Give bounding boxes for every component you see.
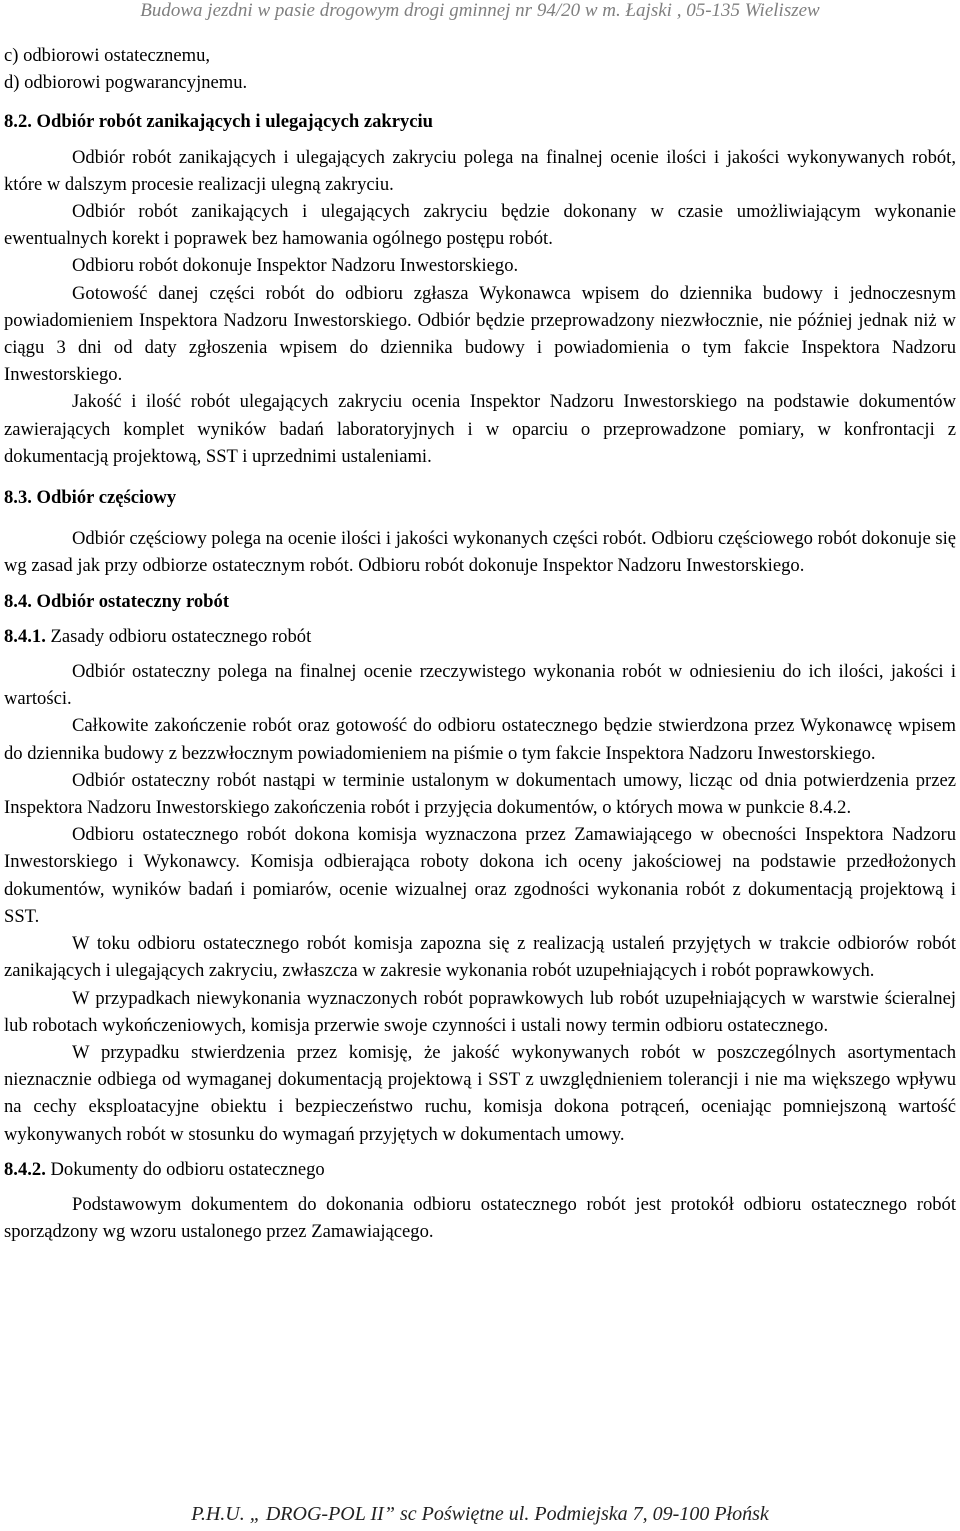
running-footer: P.H.U. „ DROG-POL II” sc Poświętne ul. Podmiejska 7, 09-100 Płońsk xyxy=(191,1503,769,1525)
section-8-2-paragraph-1: Odbiór robót zanikających i ulegających zakryciu polega na finalnej ocenie ilości i jakości wykonywanych robót, które w dalszym procesie realizacji ulegną zakryciu. xyxy=(4,146,956,195)
section-8-3-heading: 8.3. Odbiór częściowy xyxy=(4,487,177,509)
running-header: Budowa jezdni w pasie drogowym drogi gminnej nr 94/20 w m. Łajski , 05-135 Wieliszew xyxy=(140,0,820,21)
section-8-4-2-heading xyxy=(4,1156,956,1183)
section-8-2-paragraph-5: Jakość i ilość robót ulegających zakryciu ocenia Inspektor Nadzoru Inwestorskiego na podstawie dokumentów zawierających komplet wyników badań laboratoryjnych i w oparciu o przeprowadzone pomiary, w konfrontacji z dokumentacją projektową, SST i uprzednimi ustaleniami. xyxy=(4,391,956,467)
section-8-4-2-number: 8.4.2. xyxy=(4,1158,46,1180)
section-8-3-paragraph-1: Odbiór częściowy polega na ocenie ilości i jakości wykonanych części robót. Odbioru częściowego robót dokonuje się wg zasad jak przy odbiorze ostatecznym robót. Odbioru robót dokonuje Inspektor Nadzoru Inwestorskiego. xyxy=(4,528,956,577)
section-8-2-paragraph-4: Gotowość danej części robót do odbioru zgłasza Wykonawca wpisem do dziennika budowy i jednoczesnym powiadomieniem Inspektora Nadzoru Inwestorskiego. Odbiór będzie przeprowadzony niezwłocznie, nie później jednak niż w ciągu 3 dni od daty zgłoszenia wpisem do dziennika budowy i powiadomienia o tym fakcie Inspektora Nadzoru Inwestorskiego. xyxy=(4,282,956,386)
list-item-c: c) odbiorowi ostatecznemu, xyxy=(4,45,211,66)
section-8-4-1-paragraph-2: Całkowite zakończenie robót oraz gotowość do odbioru ostatecznego będzie stwierdzona przez Wykonawcę wpisem do dziennika budowy z bezzwłocznym powiadomieniem na piśmie o tym fakcie Inspektora Nadzoru Inwestorskiego. xyxy=(4,715,956,764)
section-8-4-1-paragraph-5: W toku odbioru ostatecznego robót komisja zapozna się z realizacją ustaleń przyjętych w trakcie odbiorów robót zanikających i ulegających zakryciu, zwłaszcza w zakresie wykonania robót uzupełniających i robót poprawkowych. xyxy=(4,933,956,982)
section-8-4-2-paragraph-1: Podstawowym dokumentem do dokonania odbioru ostatecznego robót jest protokół odbioru ostatecznego robót sporządzony wg wzoru ustalonego przez Zamawiającego. xyxy=(4,1193,956,1243)
section-8-4-heading: 8.4. Odbiór ostateczny robót xyxy=(4,590,230,612)
section-8-4-1-number: 8.4.1. xyxy=(4,625,46,647)
section-8-4-1-heading xyxy=(4,623,956,650)
section-8-2-heading: 8.2. Odbiór robót zanikających i ulegających zakryciu xyxy=(4,111,434,133)
section-8-4-1-paragraph-4: Odbioru ostatecznego robót dokona komisja wyznaczona przez Zamawiającego w obecności Inspektora Nadzoru Inwestorskiego i Wykonawcy. Komisja odbierająca roboty dokona ich oceny jakościowej na podstawie przedłożonych dokumentów, wyników badań i pomiarów, ocenie wizualnej oraz zgodności wykonania robót z dokumentacją projektową i SST. xyxy=(4,824,956,927)
section-8-4-1-title: Zasady odbioru ostatecznego robót xyxy=(45,625,312,647)
list-item-d: d) odbiorowi pogwarancyjnemu. xyxy=(4,72,248,94)
section-8-2-paragraph-3: Odbioru robót dokonuje Inspektor Nadzoru Inwestorskiego. xyxy=(72,255,519,277)
section-8-4-1-paragraph-7: W przypadku stwierdzenia przez komisję, że jakość wykonywanych robót w poszczególnych asortymentach nieznacznie odbiega od wymaganej dokumentacją projektową i SST z uwzględnieniem tolerancji i nie ma większego wpływu na cechy eksploatacyjne obiektu i bezpieczeństwo ruchu, komisja dokona potrąceń, oceniając pomniejszoną wartość wykonywanych robót w stosunku do wymagań przyjętych w dokumentach umowy. xyxy=(4,1041,956,1145)
section-8-4-2-title: Dokumenty do odbioru ostatecznego xyxy=(45,1158,325,1180)
section-8-4-1-paragraph-6: W przypadkach niewykonania wyznaczonych robót poprawkowych lub robót uzupełniających w warstwie ścieralnej lub robotach wykończeniowych, komisja przerwie swoje czynności i ustali nowy termin odbioru ostatecznego. xyxy=(4,987,956,1036)
section-8-4-1-paragraph-1: Odbiór ostateczny polega na finalnej ocenie rzeczywistego wykonania robót w odniesieniu do ich ilości, jakości i wartości. xyxy=(4,661,956,710)
section-8-4-1-paragraph-3: Odbiór ostateczny robót nastąpi w terminie ustalonym w dokumentach umowy, licząc od dnia potwierdzenia przez Inspektora Nadzoru Inwestorskiego zakończenia robót i przyjęcia dokumentów, o których mowa w punkcie 8.4.2. xyxy=(4,769,956,819)
section-8-2-paragraph-2: Odbiór robót zanikających i ulegających zakryciu będzie dokonany w czasie umożliwiającym wykonanie ewentualnych korekt i poprawek bez hamowania ogólnego postępu robót. xyxy=(4,201,956,250)
document-body xyxy=(4,42,956,1245)
